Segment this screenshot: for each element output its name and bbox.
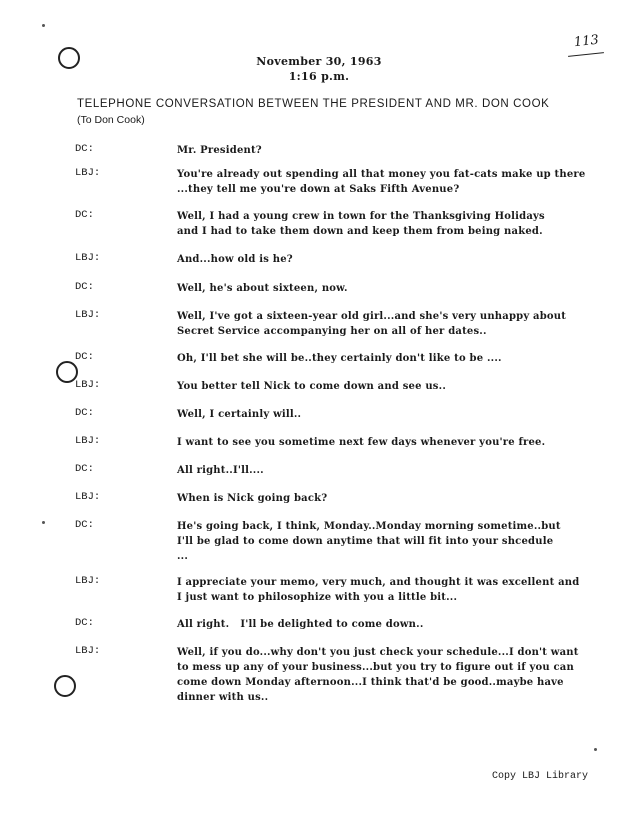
speech-text: All right..I'll.... bbox=[177, 465, 264, 476]
speech-text: When is Nick going back? bbox=[177, 493, 328, 504]
margin-speck bbox=[594, 748, 597, 751]
speech-text: Well, he's about sixteen, now. bbox=[177, 283, 348, 294]
punch-hole-bottom bbox=[54, 675, 76, 697]
speaker-label: DC: bbox=[75, 209, 94, 221]
speech-text: I want to see you sometime next few days whenever you're free. bbox=[177, 437, 546, 448]
speaker-label: DC: bbox=[75, 407, 94, 419]
speaker-label: DC: bbox=[75, 463, 94, 475]
speaker-label: LBJ: bbox=[75, 575, 101, 587]
speaker-label: LBJ: bbox=[75, 309, 101, 321]
speaker-label: DC: bbox=[75, 617, 94, 629]
speech-text: Well, I've got a sixteen-year old girl...and she's very unhappy about Secret Service accompanying her on all of her dates.. bbox=[177, 311, 567, 337]
speaker-label: DC: bbox=[75, 351, 94, 363]
speech-text: Mr. President? bbox=[177, 145, 262, 156]
library-footer: Copy LBJ Library bbox=[492, 771, 589, 782]
speaker-label: LBJ: bbox=[75, 645, 101, 657]
speech-text: I appreciate your memo, very much, and thought it was excellent and I just want to philosophize with you a little bit... bbox=[177, 577, 580, 603]
speech-text: Well, I certainly will.. bbox=[177, 409, 302, 420]
time-line: 1:16 p.m. bbox=[288, 70, 350, 83]
margin-speck bbox=[42, 521, 45, 524]
speech-text: You better tell Nick to come down and see us.. bbox=[177, 381, 446, 392]
speech-text: And...how old is he? bbox=[177, 254, 293, 265]
speaker-label: LBJ: bbox=[75, 491, 101, 503]
speech-text: Well, I had a young crew in town for the Thanksgiving Holidays and I had to take them down and keep them from being naked. bbox=[177, 211, 545, 237]
speaker-label: LBJ: bbox=[75, 435, 101, 447]
document-title: TELEPHONE CONVERSATION BETWEEN THE PRESIDENT AND MR. DON COOK bbox=[77, 98, 550, 110]
margin-speck bbox=[42, 24, 45, 27]
speech-text: Oh, I'll bet she will be..they certainly don't like to be .... bbox=[177, 353, 502, 364]
speaker-label: DC: bbox=[75, 143, 94, 155]
speaker-label: LBJ: bbox=[75, 167, 101, 179]
speaker-label: LBJ: bbox=[75, 252, 101, 264]
speech-text: You're already out spending all that money you fat-cats make up there ...they tell me you're down at Saks Fifth Avenue? bbox=[177, 169, 586, 195]
speech-text: Well, if you do...why don't you just check your schedule...I don't want to mess up any of your business...but you try to figure out if you can come down Monday afternoon...I think that'd be good..maybe have dinner with us.. bbox=[177, 647, 579, 703]
date-line: November 30, 1963 bbox=[256, 55, 382, 68]
document-subtitle: (To Don Cook) bbox=[77, 114, 145, 126]
speaker-label: DC: bbox=[75, 281, 94, 293]
speech-text: He's going back, I think, Monday..Monday morning sometime..but I'll be glad to come down anytime that will fit into your shcedule ... bbox=[177, 521, 561, 562]
handwritten-page-number: 113 bbox=[573, 32, 600, 51]
speaker-label: LBJ: bbox=[75, 379, 101, 391]
speech-text: All right. I'll be delighted to come down.. bbox=[177, 619, 424, 630]
speaker-label: DC: bbox=[75, 519, 94, 531]
